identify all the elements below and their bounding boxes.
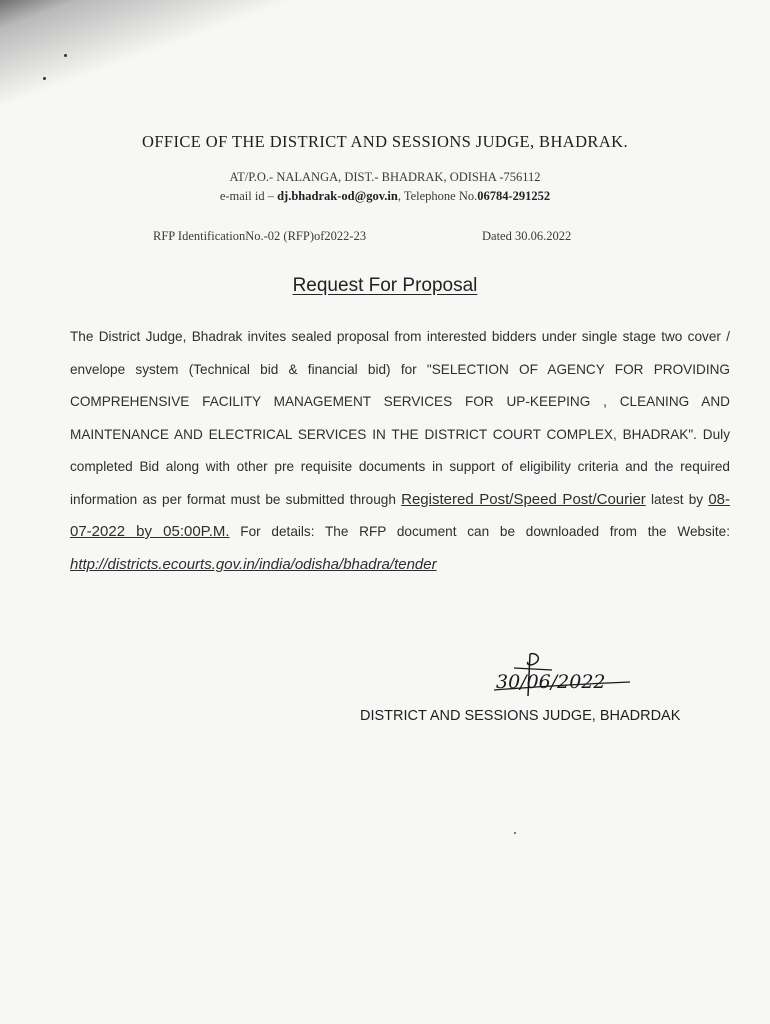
submission-modes: Registered Post/Speed Post/Courier	[401, 490, 646, 508]
rfp-identification: RFP IdentificationNo.-02 (RFP)of2022-23	[153, 229, 367, 243]
scan-shadow	[0, 0, 330, 120]
signatory-designation: DISTRICT AND SESSIONS JUDGE, BHADRDAK	[360, 708, 681, 724]
scan-speck	[514, 832, 516, 834]
email-label: e-mail id –	[219, 189, 274, 203]
body-part-1: The District Judge, Bhadrak invites sealed proposal from interested bidders under single stage two cover / envelope system (Technical bid & financial bid) for "SELECTION OF AGENCY FOR PROVIDING COMPREHENSIVE FACILITY MANAGEMENT SERVICES FOR UP-KEEPING , CLEANING AND MAINTENANCE AND ELECTRICAL SERVICES IN THE DISTRICT COURT COMPLEX, BHADRAK". Duly completed Bid along with other pre requisite documents in support of eligibility criteria and the required information as per format must be submitted through	[70, 329, 730, 507]
website-link[interactable]: http://districts.ecourts.gov.in/india/odisha/bhadra/tender	[70, 555, 437, 573]
scan-speck	[43, 77, 46, 80]
contact-line	[0, 189, 770, 204]
document-title-text: Request For Proposal	[292, 275, 478, 296]
document-title	[0, 275, 770, 297]
signature-initials-graphic	[490, 650, 650, 710]
office-address: AT/P.O.- NALANGA, DIST.- BHADRAK, ODISHA -756112	[229, 170, 541, 184]
office-title: OFFICE OF THE DISTRICT AND SESSIONS JUDGE, BHADRAK.	[142, 132, 628, 151]
rfp-date: Dated 30.06.2022	[482, 229, 572, 243]
phone-label: , Telephone No.	[397, 189, 478, 203]
deadline: 08-07-2022 by 05:00P.M.	[70, 490, 730, 540]
proposal-body	[70, 321, 730, 581]
scan-speck	[64, 54, 67, 57]
signature-date-text: 30/06/2022	[496, 671, 606, 693]
body-part-3: For details: The RFP document can be downloaded from the Website:	[229, 524, 730, 539]
body-part-2: latest by	[645, 491, 709, 507]
phone-number: 06784-291252	[477, 189, 551, 203]
email-address: dj.bhadrak-od@gov.in	[277, 189, 398, 203]
